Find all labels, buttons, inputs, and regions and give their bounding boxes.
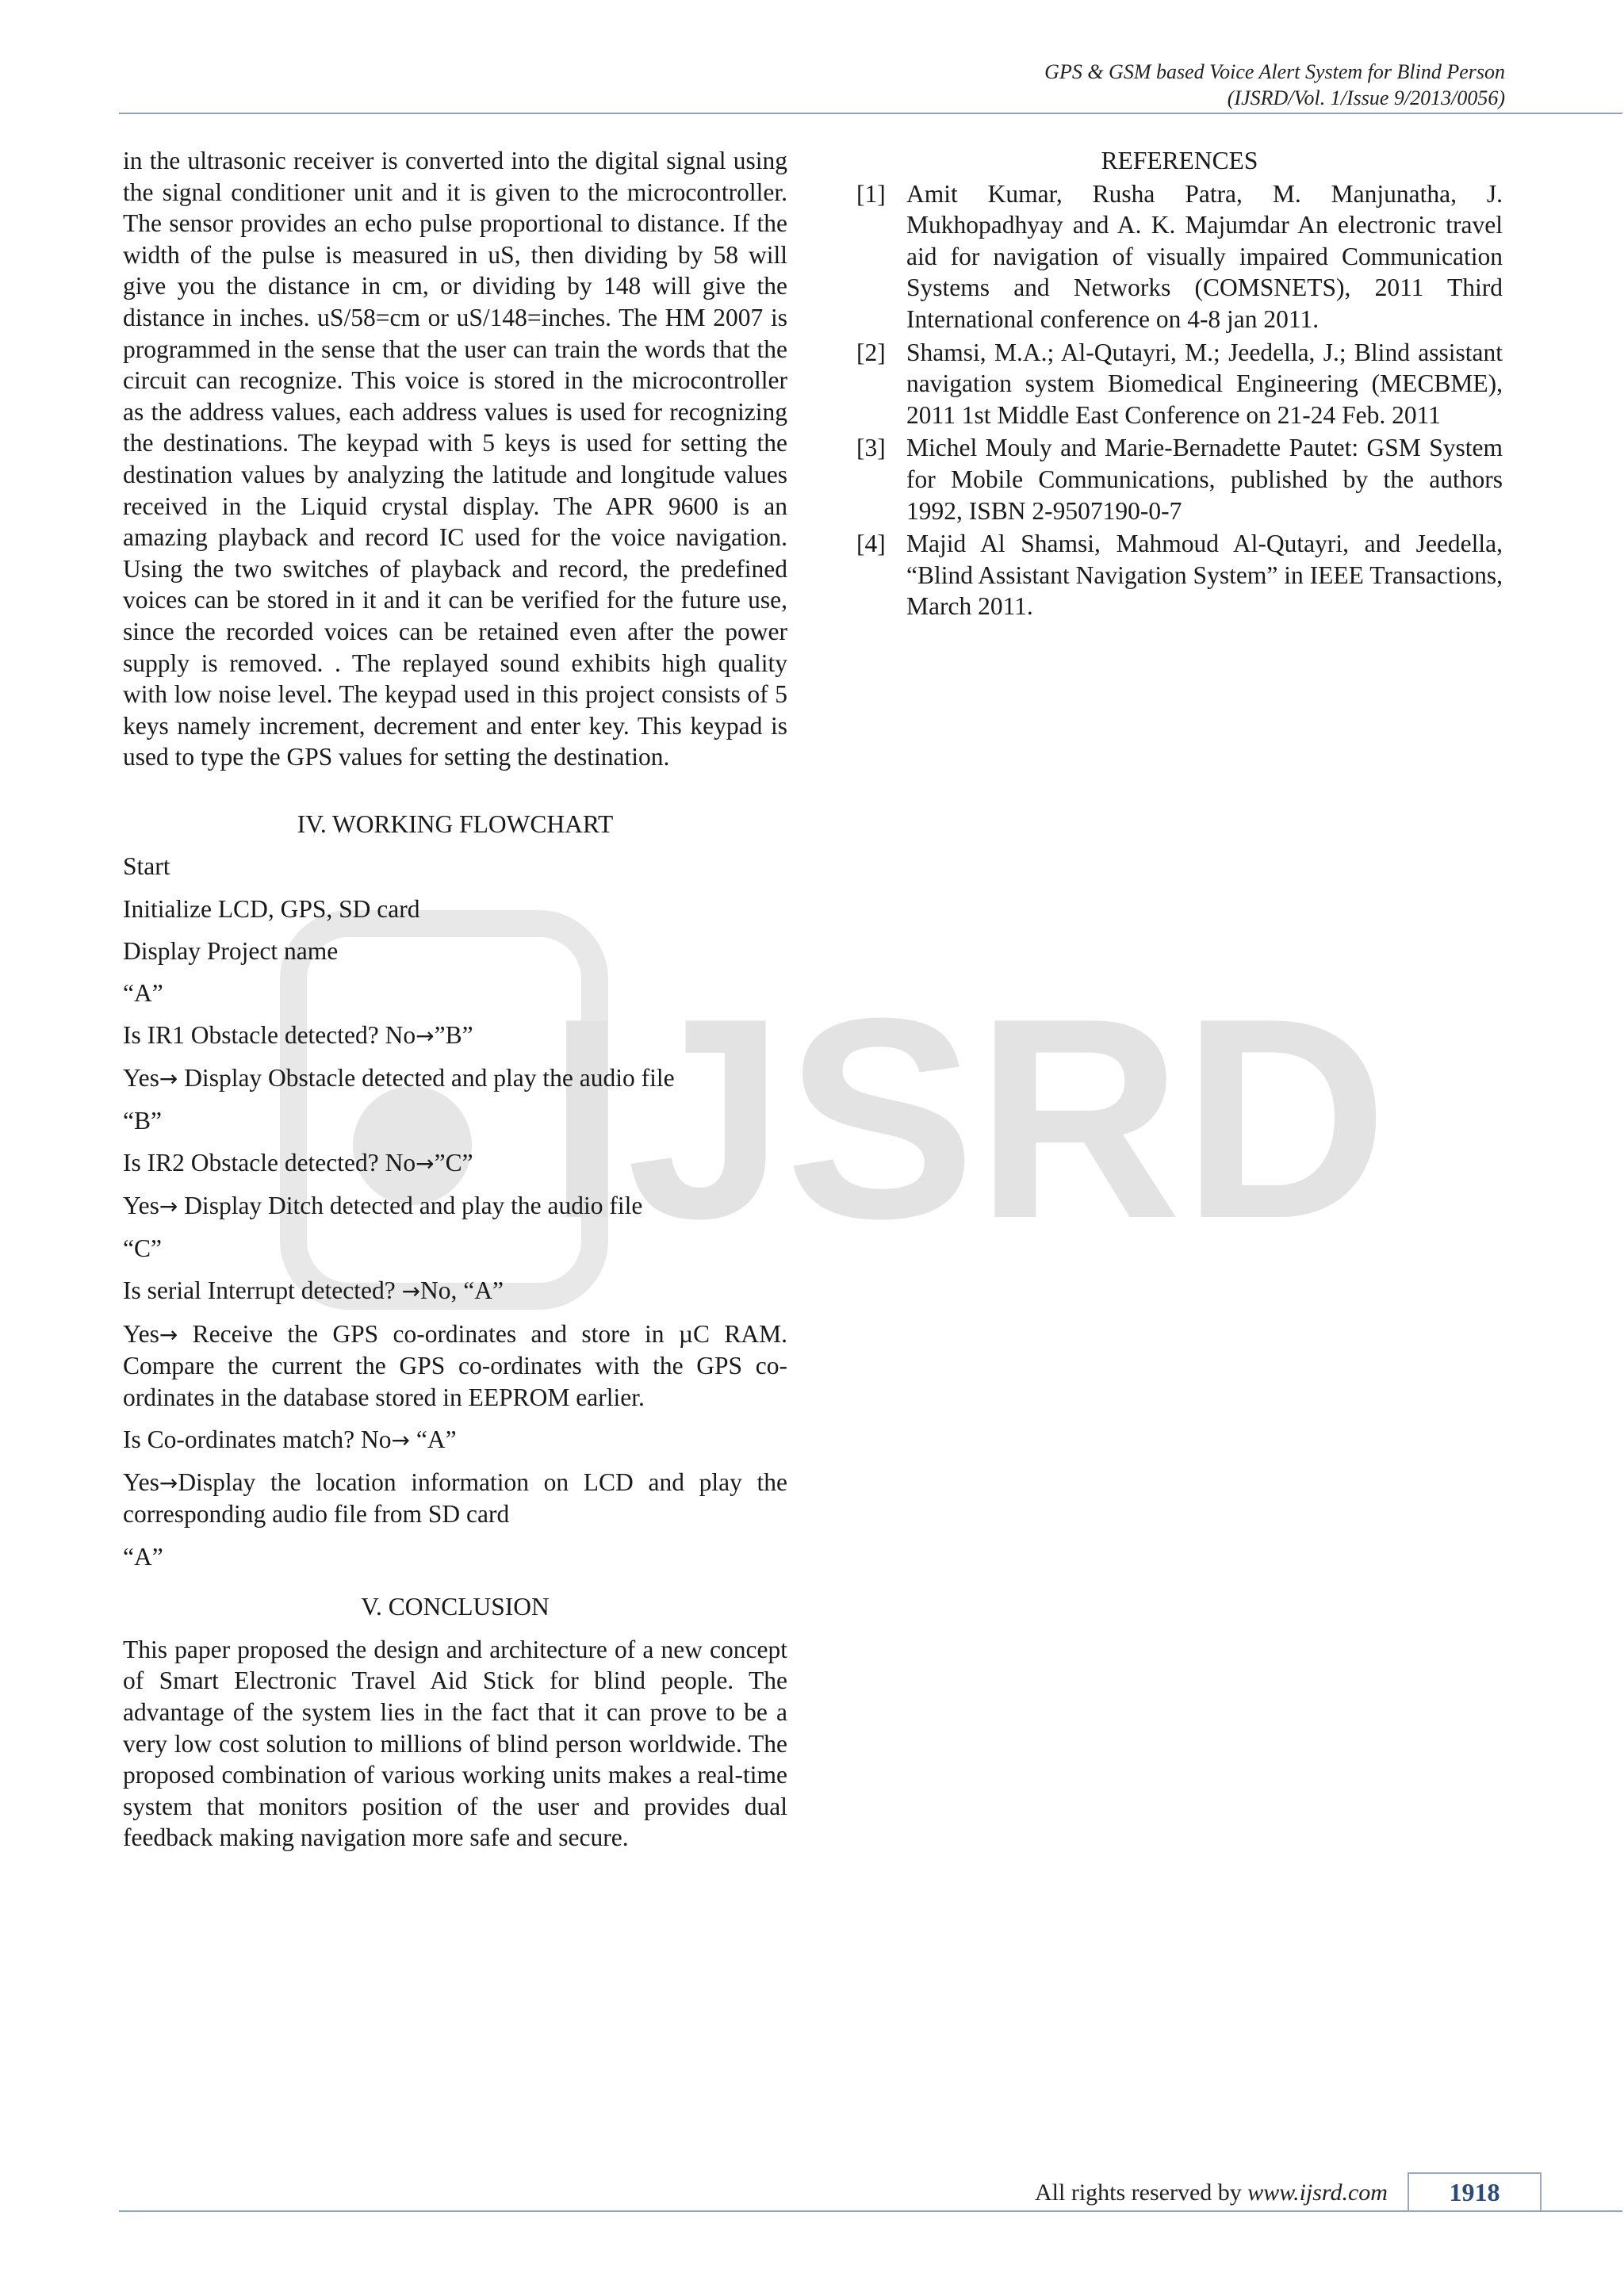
flowchart-step-text: Initialize LCD, GPS, SD card (123, 894, 420, 923)
reference-text: Majid Al Shamsi, Mahmoud Al-Qutayri, and Jeedella, “Blind Assistant Navigation System” in IEEE Transactions, March 2011. (906, 530, 1503, 621)
right-arrow-icon: → (416, 1022, 435, 1049)
page-number: 1918 (1408, 2172, 1542, 2210)
reference-item (856, 528, 1503, 622)
right-arrow-icon: → (159, 1065, 178, 1092)
flowchart-step-text: Yes (123, 1468, 159, 1496)
right-arrow-icon: → (391, 1426, 411, 1453)
flowchart-step (123, 894, 787, 925)
right-arrow-icon: → (159, 1469, 178, 1496)
flowchart-step-text: “B” (123, 1107, 162, 1135)
header-title: GPS & GSM based Voice Alert System for Blind Person (1044, 60, 1505, 83)
right-column (856, 145, 1503, 624)
flowchart-step-text: Display Ditch detected and play the audio file (178, 1192, 643, 1220)
flowchart-step-text: Is serial Interrupt detected? (123, 1276, 402, 1305)
flowchart-step-text: Display Project name (123, 936, 339, 965)
flowchart-step-text: Is IR2 Obstacle detected? No (123, 1149, 416, 1177)
reference-number: [2] (856, 338, 886, 366)
reference-number: [4] (856, 530, 886, 558)
flowchart-step (123, 851, 787, 882)
section-heading-references: REFERENCES (1101, 147, 1258, 174)
flowchart-step (123, 1318, 787, 1414)
footer-site-link[interactable]: www.ijsrd.com (1247, 2179, 1388, 2206)
reference-item (856, 432, 1503, 526)
reference-number: [3] (856, 434, 886, 462)
flowchart-step-text: Is IR1 Obstacle detected? No (123, 1020, 416, 1049)
section-heading-working-flowchart: IV. WORKING FLOWCHART (297, 809, 614, 838)
reference-list (856, 178, 1503, 622)
flowchart-step-text: Yes (123, 1319, 159, 1348)
flowchart-step-text: “A” (123, 978, 163, 1007)
flowchart-step-text: Display Obstacle detected and play the audio file (178, 1063, 675, 1092)
flowchart-step-text: Yes (123, 1192, 159, 1220)
header-journal-ref: (IJSRD/Vol. 1/Issue 9/2013/0056) (1227, 86, 1505, 109)
flowchart-step (123, 1147, 787, 1180)
footer-rights (1035, 2179, 1388, 2207)
left-column (123, 145, 787, 1854)
flowchart-step-text: “A” (123, 1542, 163, 1571)
right-arrow-icon: → (416, 1150, 435, 1177)
footer-rule (119, 2210, 1622, 2212)
flowchart-step-text: Start (123, 852, 170, 881)
intro-paragraph: in the ultrasonic receiver is converted into the digital signal using the signal conditioner unit and it is given to the microcontroller. The sensor provides an echo pulse proportional to distance. If the width of the pulse is measured in uS, then dividing by 58 will give you the distance in cm, or dividing by 148 will give the distance in inches. uS/58=cm or uS/148=inches. The HM 2007 is programmed in the sense that the user can train the words that the circuit can recognize. This voice is stored in the microcontroller as the address values, each address values is used for recognizing the destinations. The keypad with 5 keys is used for setting the destination values by analyzing the latitude and longitude values received in the Liquid crystal display. The APR 9600 is an amazing playback and record IC used for the voice navigation. Using the two switches of playback and record, the predefined voices can be stored in it and it can be verified for the future use, since the recorded voices can be retained even after the power supply is removed. . The replayed sound exhibits high quality with low noise level. The keypad used in this project consists of 5 keys namely increment, decrement and enter key. This keypad is used to type the GPS values for setting the destination. (123, 147, 787, 771)
flowchart-step-text: No, “A” (420, 1276, 504, 1305)
flowchart-step (123, 1062, 787, 1095)
flowchart-step (123, 1233, 787, 1265)
reference-text: Amit Kumar, Rusha Patra, M. Manjunatha, J. Mukhopadhyay and A. K. Majumdar An electronic travel aid for navigation of visually impaired Communication Systems and Networks (COMSNETS), 2011 Third International conference on 4-8 jan 2011. (906, 179, 1503, 333)
flowchart-step (123, 1105, 787, 1137)
flowchart-step-text: “C” (123, 1234, 162, 1263)
flowchart-step-text: Display the location information on LCD and play the corresponding audio file from SD card (123, 1468, 787, 1529)
flowchart-step (123, 1275, 787, 1307)
flowchart-step (123, 1541, 787, 1573)
reference-item (856, 337, 1503, 431)
flowchart-step (123, 936, 787, 967)
flowchart-step-text: ”B” (434, 1020, 473, 1049)
flowchart-step-text: Yes (123, 1063, 159, 1092)
reference-text: Michel Mouly and Marie-Bernadette Pautet: GSM System for Mobile Communications, published by the authors 1992, ISBN 2-9507190-0-7 (906, 434, 1503, 525)
conclusion-paragraph: This paper proposed the design and architecture of a new concept of Smart Electronic Travel Aid Stick for blind people. The advantage of the system lies in the fact that it can prove to be a very low cost solution to millions of blind person worldwide. The proposed combination of various working units makes a real-time system that monitors position of the user and provides dual feedback making navigation more safe and secure. (123, 1635, 787, 1852)
footer-rights-text: All rights reserved by (1035, 2179, 1248, 2206)
reference-text: Shamsi, M.A.; Al-Qutayri, M.; Jeedella, J.; Blind assistant navigation system Biomedical Engineering (MECBME), 2011 1st Middle East Conference on 21-24 Feb. 2011 (906, 338, 1503, 429)
running-header (1044, 59, 1505, 111)
watermark-text: IJSRD (547, 959, 1388, 1278)
header-rule (119, 113, 1622, 114)
flowchart-step (123, 978, 787, 1009)
flowchart-step (123, 1424, 787, 1456)
section-heading-conclusion: V. CONCLUSION (361, 1593, 550, 1621)
reference-number: [1] (856, 179, 886, 208)
flowchart-step (123, 1190, 787, 1223)
flowchart-step-text: Receive the GPS co-ordinates and store in µC RAM. Compare the current the GPS co-ordinates with the GPS co-ordinates in the database stored in EEPROM earlier. (123, 1319, 787, 1411)
right-arrow-icon: → (159, 1193, 178, 1220)
flowchart-step-text: Is Co-ordinates match? No (123, 1425, 392, 1453)
flowchart-step (123, 1020, 787, 1052)
flowchart-step-text: ”C” (434, 1149, 473, 1177)
flowchart-steps (123, 851, 787, 1572)
reference-item (856, 178, 1503, 335)
right-arrow-icon: → (401, 1278, 421, 1305)
right-arrow-icon: → (159, 1321, 178, 1348)
flowchart-step-text: “A” (410, 1425, 457, 1453)
flowchart-step (123, 1467, 787, 1530)
